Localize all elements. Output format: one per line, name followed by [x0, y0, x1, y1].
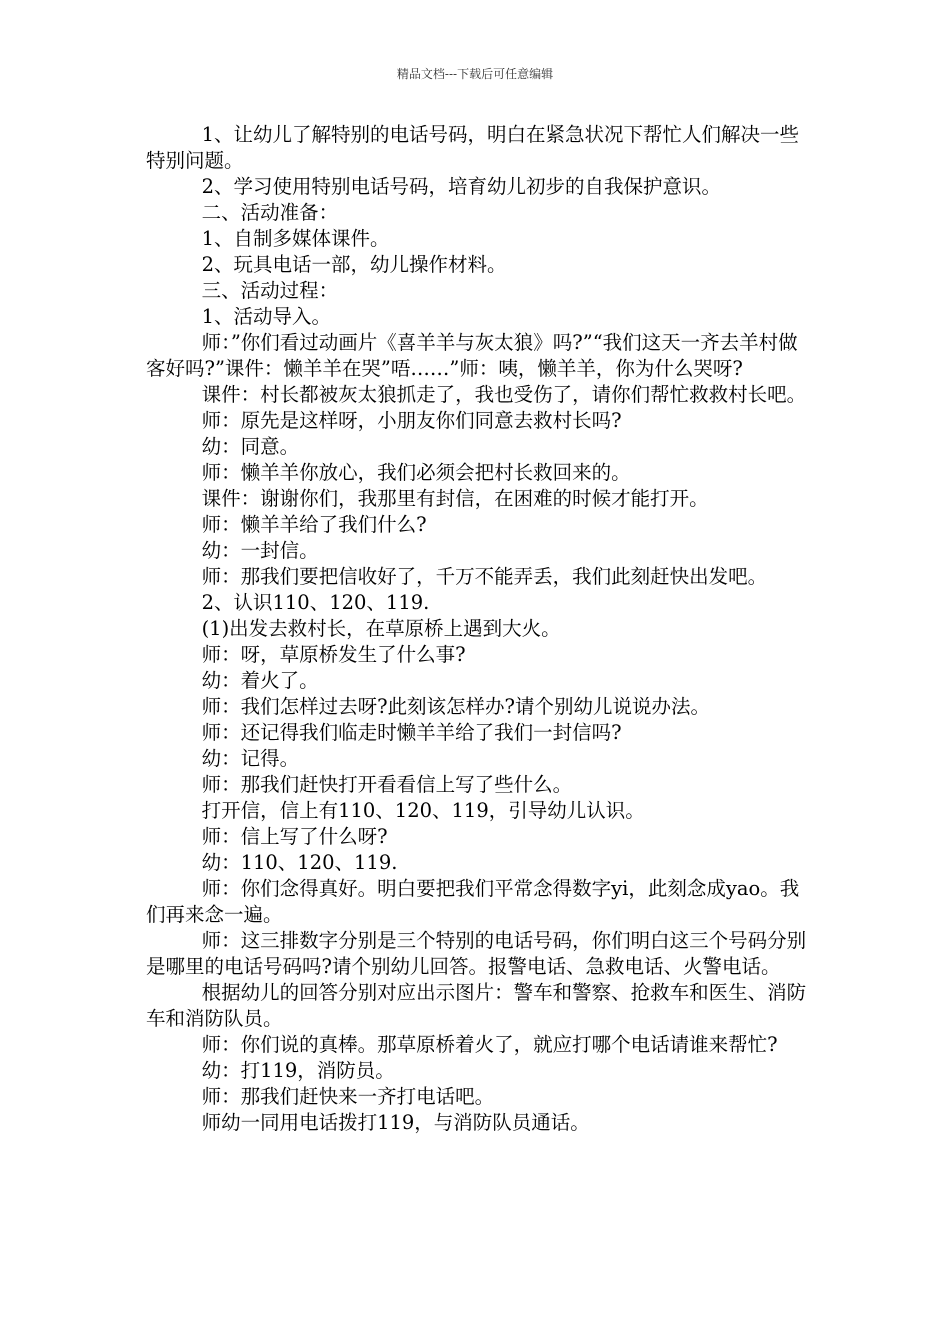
paragraph: 2、认识110、120、119.	[201, 591, 430, 614]
section-heading: 三、活动过程：	[201, 279, 339, 302]
paragraph: 2、玩具电话一部，幼儿操作材料。	[201, 253, 507, 276]
paragraph: 师：呀，草原桥发生了什么事?	[201, 643, 466, 666]
paragraph: 课件：谢谢你们，我那里有封信，在困难的时候才能打开。	[201, 487, 709, 510]
paragraph: 幼：打119，消防员。	[201, 1059, 395, 1082]
paragraph: 幼：同意。	[201, 435, 300, 458]
paragraph: 师：这三排数字分别是三个特别的电话号码，你们明白这三个号码分别是哪里的电话号码吗?请个别幼儿回答。报警电话、急救电话、火警电话。	[146, 929, 807, 978]
paragraph: 幼：110、120、119.	[201, 851, 398, 874]
paragraph: 师：那我们赶快来一齐打电话吧。	[201, 1085, 495, 1108]
paragraph: 师：懒羊羊给了我们什么?	[201, 513, 427, 536]
paragraph: 2、学习使用特别电话号码，培育幼儿初步的自我保护意识。	[201, 175, 721, 198]
document-body	[146, 122, 808, 1136]
paragraph: 1、让幼儿了解特别的电话号码，明白在紧急状况下帮忙人们解决一些特别问题。	[146, 123, 799, 172]
paragraph: (1)出发去救村长，在草原桥上遇到大火。	[201, 617, 561, 640]
paragraph: 幼：着火了。	[201, 669, 319, 692]
paragraph: 师：”你们看过动画片《喜羊羊与灰太狼》吗?”“我们这天一齐去羊村做客好吗?”课件：懒羊羊在哭”唔……”师：咦，懒羊羊，你为什么哭呀?	[146, 331, 798, 380]
paragraph: 打开信，信上有110、120、119，引导幼儿认识。	[201, 799, 645, 822]
paragraph: 师：原先是这样呀，小朋友你们同意去救村长吗?	[201, 409, 622, 432]
paragraph: 师：那我们要把信收好了，千万不能弄丢，我们此刻赶快出发吧。	[201, 565, 768, 588]
paragraph: 课件：村长都被灰太狼抓走了，我也受伤了，请你们帮忙救救村长吧。	[201, 383, 807, 406]
paragraph: 1、自制多媒体课件。	[201, 227, 390, 250]
paragraph: 师：你们说的真棒。那草原桥着火了，就应打哪个电话请谁来帮忙?	[201, 1033, 778, 1056]
paragraph: 师：你们念得真好。明白要把我们平常念得数字yi，此刻念成yao。我们再来念一遍。	[146, 877, 800, 926]
paragraph: 根据幼儿的回答分别对应出示图片：警车和警察、抢救车和医生、消防车和消防队员。	[146, 981, 807, 1030]
paragraph: 师幼一同用电话拨打119，与消防队员通话。	[201, 1111, 590, 1134]
paragraph: 师：信上写了什么呀?	[201, 825, 388, 848]
paragraph: 师：我们怎样过去呀?此刻该怎样办?请个别幼儿说说办法。	[201, 695, 710, 718]
paragraph: 幼：记得。	[201, 747, 300, 770]
page-header: 精品文档---下载后可任意编辑	[396, 67, 554, 81]
paragraph: 师：还记得我们临走时懒羊羊给了我们一封信吗?	[201, 721, 622, 744]
paragraph: 师：那我们赶快打开看看信上写了些什么。	[201, 773, 573, 796]
section-heading: 二、活动准备：	[201, 201, 339, 224]
paragraph: 幼：一封信。	[201, 539, 319, 562]
paragraph: 师：懒羊羊你放心，我们必须会把村长救回来的。	[201, 461, 631, 484]
paragraph: 1、活动导入。	[201, 305, 331, 328]
